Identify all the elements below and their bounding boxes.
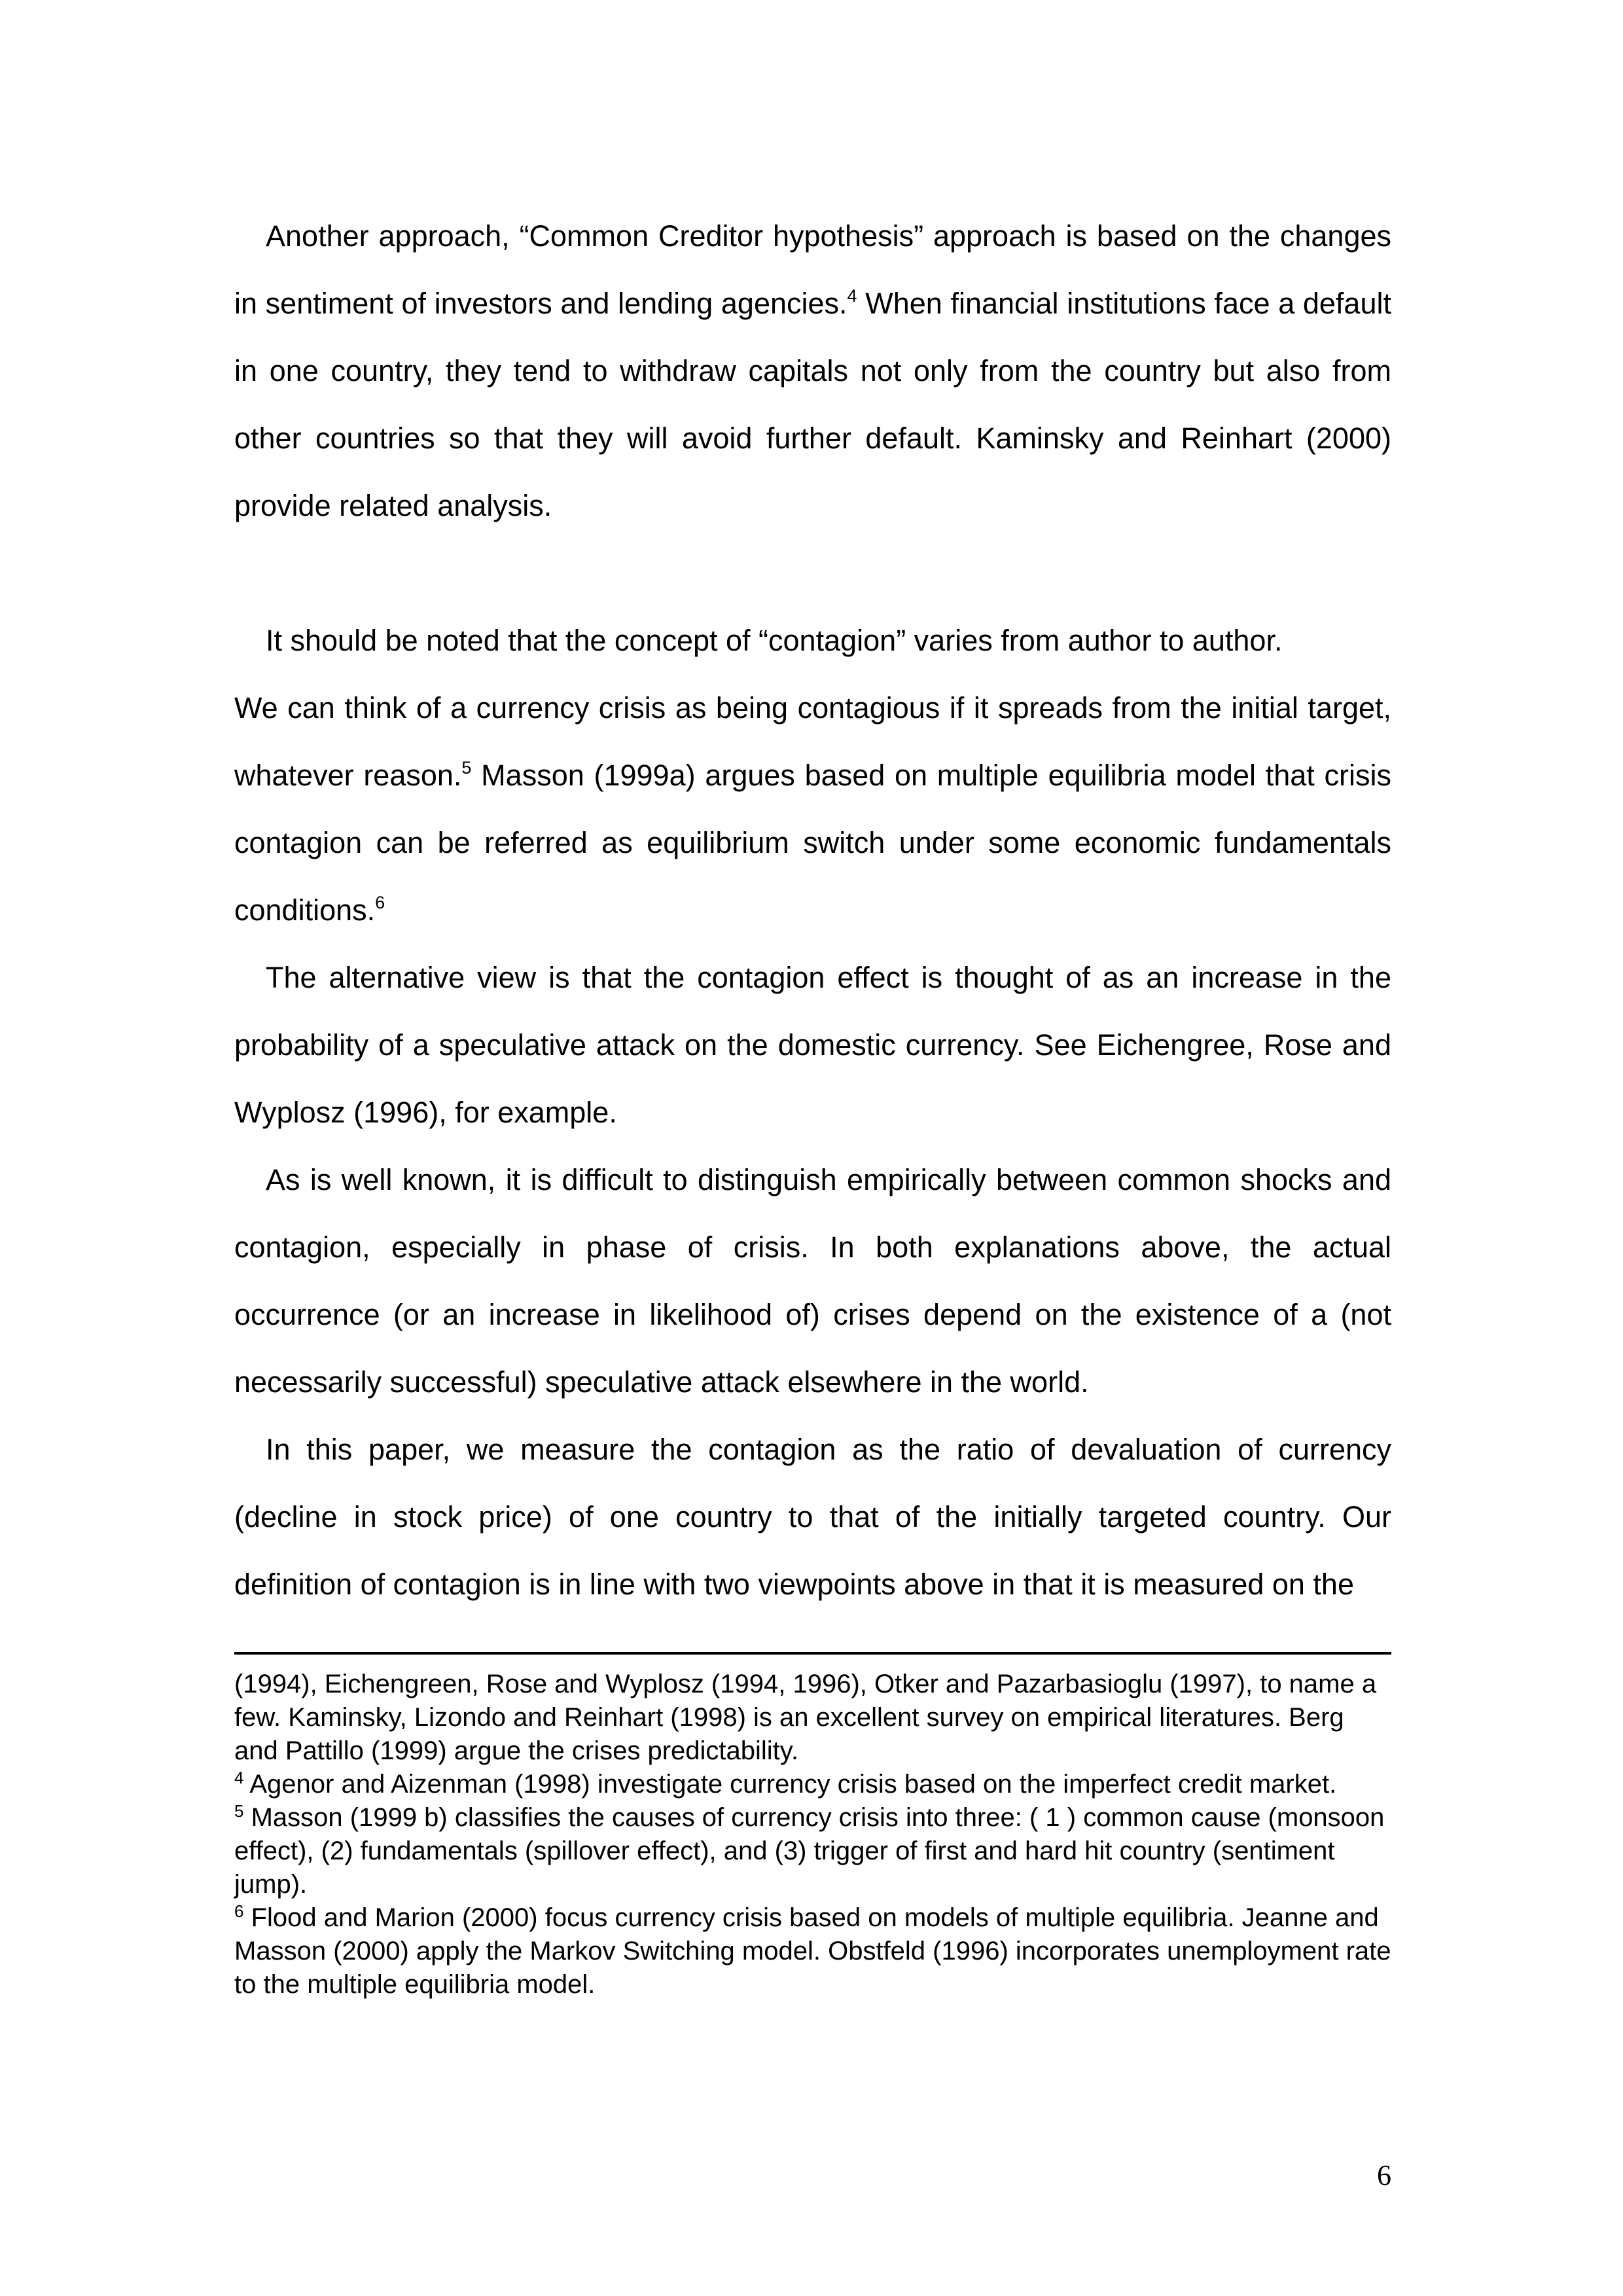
paragraph-text: Another approach, “Common Creditor hypothesis” approach is based on the changes in sentiment of investors and lending agencies. xyxy=(234,219,1391,320)
footnotes xyxy=(234,1668,1391,2001)
footnote-ref-5: 5 xyxy=(461,758,472,778)
page-number: 6 xyxy=(1377,2159,1391,2191)
footnote-mark: 4 xyxy=(234,1768,244,1787)
paragraph-text: It should be noted that the concept of “contagion” varies from author to author. xyxy=(266,624,1283,657)
footnote-mark: 6 xyxy=(234,1901,244,1921)
footnote-continued: (1994), Eichengreen, Rose and Wyplosz (1994, 1996), Otker and Pazarbasioglu (1997), to name a few. Kaminsky, Lizondo and Reinhart (1998) is an excellent survey on empirical literatures. Berg and Pattillo (1999) argue the crises predictability. xyxy=(234,1670,1377,1765)
paragraph-common-shocks: As is well known, it is difficult to distinguish empirically between common shocks and contagion, especially in phase of crisis. In both explanations above, the actual occurrence (or an increase in likelihood of) crises depend on the existence of a (not necessarily successful) speculative attack elsewhere in the world. xyxy=(234,1163,1391,1399)
footnote-4 xyxy=(234,1768,1391,1801)
paragraph-alternative-view: The alternative view is that the contagion effect is thought of as an increase in the probability of a speculative attack on the domestic currency. See Eichengree, Rose and Wyplosz (1996), for example. xyxy=(234,961,1391,1129)
paragraph-this-paper: In this paper, we measure the contagion as the ratio of devaluation of currency (decline in stock price) of one country to that of the initially targeted country. Our definition of contagion is in line with two viewpoints above in that it is measured on the xyxy=(234,1433,1391,1601)
footnote-ref-4: 4 xyxy=(847,286,857,306)
paragraph-text: We can think of a currency crisis as being contagious if it spreads from the initial target, whatever reason. xyxy=(234,691,1391,792)
footnote-separator xyxy=(234,1652,1391,1655)
paragraph-text: Masson (1999a) argues based on multiple equilibria model that crisis contagion can be referred as equilibrium switch under some economic fundamentals conditions. xyxy=(234,759,1391,927)
footnote-text: Flood and Marion (2000) focus currency crisis based on models of multiple equilibria. Jeanne and Masson (2000) apply the Markov Switching model. Obstfeld (1996) incorporates unemployment rate to the multiple equilibria model. xyxy=(234,1903,1391,1999)
paragraph-contagion-concept xyxy=(234,607,1391,944)
footnote-ref-6: 6 xyxy=(375,893,385,912)
footnote-5 xyxy=(234,1801,1391,1901)
footnote-mark: 5 xyxy=(234,1801,244,1821)
paragraph-text: When financial institutions face a default in one country, they tend to withdraw capitals not only from the country but also from other countries so that they will avoid further default. Kaminsky and Reinhart (2000) provide related analysis. xyxy=(234,287,1391,522)
footnote-6 xyxy=(234,1901,1391,2001)
footnote-text: Masson (1999 b) classifies the causes of currency crisis into three: ( 1 ) common cause (monsoon effect), (2) fundamentals (spillover effect), and (3) trigger of first and hard hit country (sentiment jump). xyxy=(234,1803,1385,1899)
paragraph-common-creditor xyxy=(234,202,1391,539)
footnote-text: Agenor and Aizenman (1998) investigate currency crisis based on the imperfect credit market. xyxy=(243,1770,1337,1799)
